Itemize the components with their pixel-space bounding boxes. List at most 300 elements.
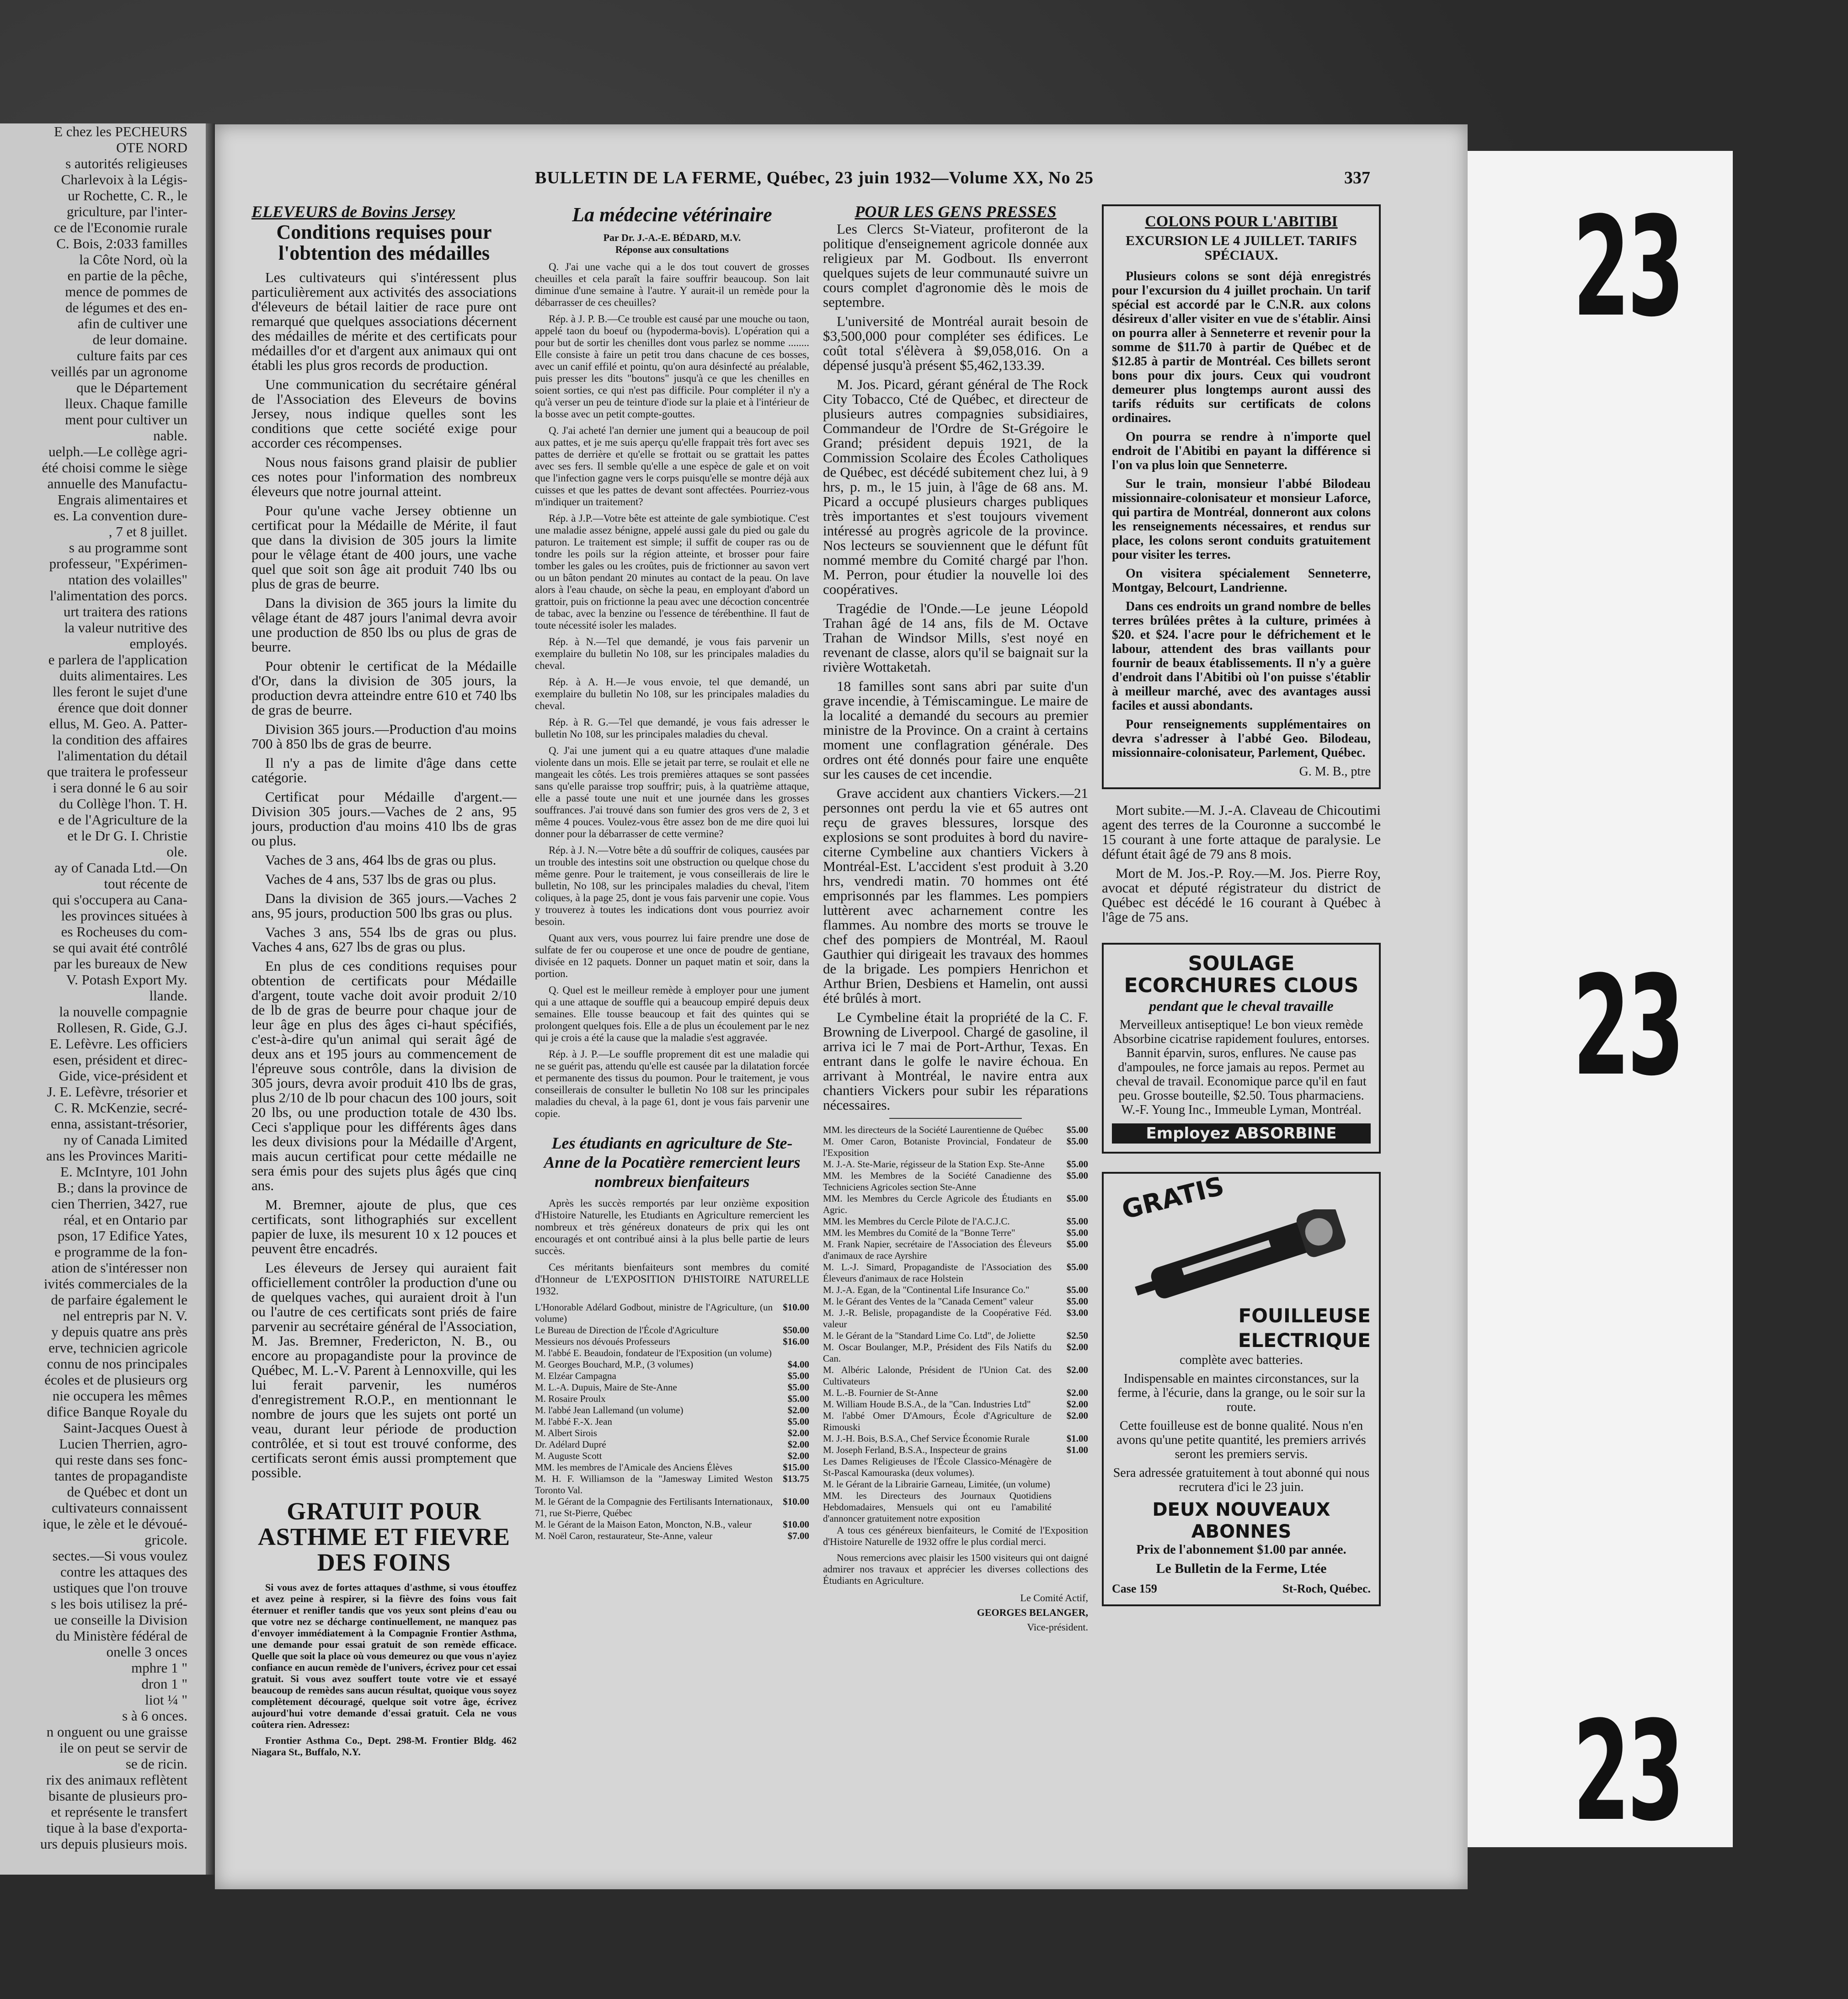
donor-row	[535, 1336, 809, 1347]
previous-page-line: ation de s'intéresser non	[51, 1260, 187, 1276]
donor-amount: $5.00	[1066, 1261, 1088, 1272]
donor-name: M. l'abbé Jean Lallemand (un volume)	[535, 1405, 684, 1416]
previous-page-line: du Collège l'hon. T. H.	[59, 796, 187, 812]
previous-page-line: été choisi comme le siège	[42, 460, 187, 476]
previous-page-line: ay of Canada Ltd.—On	[54, 860, 187, 876]
donor-amount: $5.00	[1066, 1124, 1088, 1135]
previous-page-line: e programme de la fon-	[54, 1244, 187, 1260]
donor-name: M. le Gérant de la Maison Eaton, Moncton, N.B., valeur	[535, 1519, 752, 1530]
donor-row	[535, 1393, 809, 1405]
absorbine-ad-title: SOULAGE ECORCHURES CLOUS	[1124, 952, 1359, 997]
previous-page-line: de Québec et dont un	[67, 1484, 187, 1500]
donor-row	[535, 1427, 809, 1439]
previous-page-line: Charlevoix à la Légis-	[61, 171, 187, 187]
previous-page-line: s au programme sont	[69, 540, 187, 556]
donor-row	[535, 1416, 809, 1427]
donor-row	[823, 1479, 1088, 1490]
previous-page-line: ile on peut se servir de	[59, 1740, 187, 1756]
abitibi-paragraph: Sur le train, monsieur l'abbé Bilodeau missionnaire-colonisateur et monsieur Laforce, qui partira de Montréal, donneront aux colons les renseignements nécessaires, et rendus sur place, les colons seront conduits gratuitement pour visiter les terres.	[1112, 477, 1371, 562]
donor-row	[823, 1284, 1088, 1296]
previous-page-line: s à 6 onces.	[122, 1708, 187, 1724]
previous-page-line: la condition des affaires	[52, 732, 187, 748]
previous-page-line: , 7 et 8 juillet.	[108, 524, 187, 540]
news-brief-paragraph: Les Clercs St-Viateur, profiteront de la politique d'enseignement agricole donnée aux religieux par M. Godbout. Ils enverront quelques sujets de leur communauté suivre un cours complet d'agronomie dès le mois de septembre.	[823, 221, 1088, 310]
news-brief-paragraph: M. Jos. Picard, gérant général de The Rock City Tobacco, Cté de Québec, et directeur de plusieurs autres compagnies subsidiaires, Commandeur de l'Ordre de St-Grégoire le Grand; président depuis 1921, de la Commission Scolaire des Écoles Catholiques de Québec, est décédé subitement chez lui, à 9 hrs, p. m., le 15 juin, à l'âge de 68 ans. M. Picard a occupé plusieurs charges publiques très importantes et s'est toujours vivement intéressé au progrès agricole de la province. Nos lecteurs se souviennent que le défunt fût nommé membre du Comité chargé par l'hon. M. Perron, pour étudier la nouvelle loi des coopératives.	[823, 376, 1088, 597]
closing-paragraph: A tous ces généreux bienfaiteurs, le Comité de l'Exposition d'Histoire Naturelle de 1932 offre le plus cordial merci.	[823, 1524, 1088, 1547]
previous-page-line: C. Bois, 2:033 familles	[56, 235, 187, 251]
previous-page-line: Rollesen, R. Gide, G.J.	[57, 1020, 187, 1036]
donor-row	[535, 1370, 809, 1382]
veterinary-headline: La médecine vétérinaire	[572, 204, 772, 226]
flashlight-product-name: FOUILLEUSE ELECTRIQUE	[1238, 1304, 1371, 1352]
previous-page-line: J. E. Lefèvre, trésorier et	[47, 1084, 187, 1100]
donor-amount: $2.00	[787, 1427, 809, 1438]
jersey-kicker: ELEVEURS de Bovins Jersey	[251, 204, 455, 221]
previous-page-line: esen, président et direc-	[53, 1052, 187, 1068]
donor-name: Dr. Adélard Dupré	[535, 1439, 606, 1450]
donor-name: L'Honorable Adélard Godbout, ministre de l'Agriculture, (un volume)	[535, 1302, 773, 1324]
jersey-paragraph: Il n'y a pas de limite d'âge dans cette catégorie.	[251, 755, 517, 786]
previous-page-line: ellus, M. Geo. A. Patter-	[49, 716, 187, 732]
news-brief-paragraph: Le Cymbeline était la propriété de la C. F. Browning de Liverpool. Chargé de gasoline, il arriva ici le 7 mai de Port-Arthur, Texas. En entrant dans le golfe le navire échoua. En arrivant à Montréal, le navire entra aux chantiers Vickers pour subir les réparations nécessaires.	[823, 1009, 1088, 1113]
abitibi-signature: G. M. B., ptre	[1299, 764, 1371, 779]
news-brief-paragraph: L'université de Montréal aurait besoin de $3,500,000 pour compléter ses édifices. Le coût total s'élèvera à $9,058,016. On a dépensé jusqu'à présent $5,462,133.39.	[823, 313, 1088, 373]
previous-page-line: griculture, par l'inter-	[66, 203, 187, 219]
donor-amount: $5.00	[1066, 1216, 1088, 1227]
news-brief-paragraph: Tragédie de l'Onde.—Le jeune Léopold Trahan âgé de 14 ans, fils de M. Octave Trahan de Windsor Mills, s'est noyé en revenant de classe, alors qu'il se baignait sur la rivière Wottaketah.	[823, 600, 1088, 675]
donor-name: MM. les Membres de la Société Canadienne des Techniciens Agricoles section Ste-Anne	[823, 1170, 1052, 1192]
veterinary-qa-item: Q. J'ai une vache qui a le dos tout couvert de grosses cheuilles et cela paraît la faire souffrir beaucoup. Son lait diminue d'une semaine à l'autre. Y aurait-il un remède pour la débarrasser de ces cheuilles?	[535, 261, 809, 308]
previous-page-line: la valeur nutritive des	[64, 620, 187, 636]
jersey-paragraph: En plus de ces conditions requises pour obtention de certificats pour Médaille d'argent, toute vache doit avoir produit 2/10 de lb de gras de beurre pour chaque jour de leur âge en plus des âges ci-haut spécifiés, c'est-à-dire qu'un animal qui serait âgé de deux ans et 195 jours au commencement de l'épreuve sous contrôle, dans la division de 305 jours, devra avoir produit 410 lbs de gras, plus 2/10 de lb pour chacun des 100 jours, soit 20 lbs, ou une production totale de 430 lbs. Ceci s'applique pour les différents âges dans les deux divisions pour la Médaille d'Argent, mais aucun certificat pour cette médaille ne sera émis pour des sujets plus âgés que cinq ans.	[251, 958, 517, 1193]
previous-page-line: e parlera de l'application	[48, 652, 187, 668]
previous-page-line: tique à la base d'exporta-	[46, 1820, 187, 1836]
jersey-paragraph: Nous nous faisons grand plaisir de publier ces notes pour l'information des nombreux éleveurs que notre journal atteint.	[251, 454, 517, 499]
donor-name: M. l'abbé Omer D'Amours, École d'Agriculture de Rimouski	[823, 1410, 1052, 1432]
previous-page-line: contre les attaques des	[60, 1564, 187, 1580]
donor-row	[823, 1239, 1088, 1261]
column-notices	[1102, 204, 1381, 1850]
donor-row	[823, 1296, 1088, 1307]
donor-name: M. le Gérant de la Librairie Garneau, Limitée, (un volume)	[823, 1479, 1050, 1490]
donor-name: M. Albéric Lalonde, Président de l'Union Cat. des Cultivateurs	[823, 1364, 1052, 1387]
previous-page-line: et représente le transfert	[51, 1804, 187, 1820]
previous-page-line: écoles et de plusieurs org	[44, 1372, 187, 1388]
donor-row	[823, 1364, 1088, 1387]
veterinary-qa-item: Quant aux vers, vous pourrez lui faire prendre une dose de sulfate de fer ou couperose et une once de poudre de gentiane, divisée en 12 paquets. Donner un paquet matin et soir, dans la portion.	[535, 932, 809, 979]
donor-closing	[823, 1524, 1088, 1586]
donor-name: M. William Houde B.S.A., de la "Can. Industries Ltd"	[823, 1399, 1031, 1410]
abitibi-paragraph: On pourra se rendre à n'importe quel endroit de l'Abitibi en payant la différence si l'on va plus loin que Senneterre.	[1112, 430, 1371, 472]
news-brief-paragraph: Grave accident aux chantiers Vickers.—21 personnes ont perdu la vie et 65 autres ont reçu de graves blessures, lorsque des explosions se sont produites à bord du navire-citerne Cymbeline aux chantiers Vickers à Montréal-Est. L'accident s'est produit à 3.20 hrs, vendredi matin. 70 hommes ont été emprisonnés par les flammes. Les pompiers luttèrent avec acharnement contre les flammes. Au nombre des morts se trouve le chef des pompiers de Montréal, M. Raoul Gauthier qui dirigeait les travaux des hommes de la brigade. Les pompiers Henrichon et Arthur Brien, Desbiens et Hamelin, ont aussi été brûlés à mort.	[823, 785, 1088, 1006]
donor-amount: $5.00	[787, 1393, 809, 1404]
jersey-paragraph: Les cultivateurs qui s'intéressent plus particulièrement aux activités des associations d'éleveurs de bétail laitier de race pure ont remarqué que quelques associations décernent des médailles de mérite et des certificats pour médailles d'or et d'argent aux animaux qui ont établi les plus gros records de production.	[251, 269, 517, 373]
previous-page-line: E. McIntyre, 101 John	[60, 1164, 187, 1180]
donor-amount: $5.00	[1066, 1284, 1088, 1295]
previous-page-line: de leur domaine.	[92, 331, 187, 347]
previous-page-line: enna, assistant-trésorier,	[50, 1116, 187, 1132]
donor-list-continued	[823, 1124, 1088, 1524]
donor-amount: $5.00	[1066, 1136, 1088, 1147]
previous-page-line: ans les Provinces Mariti-	[46, 1148, 187, 1164]
donor-amount: $5.00	[1066, 1227, 1088, 1238]
donor-amount	[773, 1347, 809, 1359]
publisher-name: Le Bulletin de la Ferme, Ltée	[1156, 1561, 1327, 1576]
donor-amount	[1052, 1490, 1088, 1524]
donor-name: M. L.-J. Simard, Propagandiste de l'Association des Éleveurs d'animaux de race Holstein	[823, 1261, 1052, 1284]
previous-page-line: professeur, "Expérimen-	[49, 556, 187, 572]
absorbine-ad-subtitle: pendant que le cheval travaille	[1149, 998, 1334, 1014]
frame-number-middle: 23	[1573, 946, 1682, 1106]
donor-row	[823, 1261, 1088, 1284]
previous-page-line: V. Potash Export My.	[66, 972, 187, 988]
donor-name: Les Dames Religieuses de l'École Classico-Ménagère de St-Pascal Kamouraska (deux volumes).	[823, 1456, 1052, 1478]
previous-page-line: les provinces situées à	[61, 908, 187, 924]
donor-amount: $2.00	[787, 1439, 809, 1450]
donor-name: M. Noël Caron, restaurateur, Ste-Anne, valeur	[535, 1530, 713, 1541]
donor-name: M. le Gérant des Ventes de la "Canada Cement" valeur	[823, 1296, 1033, 1307]
donor-amount	[1052, 1456, 1088, 1479]
donor-name: M. Auguste Scott	[535, 1450, 602, 1461]
gratis-label: GRATIS	[1119, 1171, 1227, 1225]
page-gutter	[206, 123, 215, 1875]
previous-page-line: nie occupera les mêmes	[52, 1388, 187, 1404]
previous-page-line: la nouvelle compagnie	[59, 1004, 187, 1020]
donor-name: M. L.-A. Dupuis, Maire de Ste-Anne	[535, 1382, 677, 1393]
students-paragraph: Après les succès remportés par leur onzième exposition d'Histoire Naturelle, les Etudiants en Agriculture remercient les nombreux et très généreux donateurs de prix qui les ont encouragés et ont contribué ainsi à la plus belle partie de leurs succès.	[535, 1197, 809, 1256]
previous-page-line: nel entrepris par N. V.	[63, 1308, 187, 1324]
column-jersey	[251, 204, 517, 1850]
previous-page-line: culture faits par ces	[77, 347, 187, 363]
donor-name: M. Georges Bouchard, M.P., (3 volumes)	[535, 1359, 694, 1370]
donor-name: Le Bureau de Direction de l'École d'Agriculture	[535, 1325, 719, 1336]
donor-name: M. le Gérant de la Compagnie des Fertilisants Internationaux, 71, rue St-Pierre, Québec	[535, 1496, 773, 1518]
previous-page-line: lles feront le sujet d'une	[53, 684, 187, 700]
donor-row	[823, 1170, 1088, 1193]
previous-page-line: sectes.—Si vous voulez	[52, 1548, 187, 1564]
jersey-paragraph: Certificat pour Médaille d'argent.—Division 305 jours.—Vaches de 2 ans, 95 jours, production d'au moins 410 lbs de gras ou plus.	[251, 789, 517, 849]
column-news-briefs	[823, 204, 1088, 1850]
donor-row	[823, 1410, 1088, 1433]
donor-name: M. Omer Caron, Botaniste Provincial, Fondateur de l'Exposition	[823, 1136, 1052, 1158]
veterinary-qa-list	[535, 261, 809, 1120]
donor-amount	[1052, 1479, 1088, 1490]
jersey-paragraph: Vaches de 3 ans, 464 lbs de gras ou plus.	[265, 852, 497, 868]
previous-page-line: OTE NORD	[116, 139, 187, 155]
donor-row	[535, 1519, 809, 1530]
previous-page-line: ntation des volailles"	[68, 572, 187, 588]
previous-page-line: connu de nos principales	[47, 1356, 187, 1372]
jersey-paragraph: Pour obtenir le certificat de la Médaille d'Or, dans la division de 305 jours, la production devra atteindre entre 610 et 740 lbs de gras de beurre.	[251, 658, 517, 718]
previous-page-line: l'alimentation du détail	[57, 748, 187, 764]
absorbine-ad	[1102, 943, 1381, 1154]
previous-page-line: bisante de plusieurs pro-	[48, 1788, 187, 1804]
donor-row	[823, 1227, 1088, 1239]
previous-page-line: érence que doit donner	[58, 700, 187, 716]
donor-row	[823, 1216, 1088, 1227]
donor-name: MM. les Directeurs des Journaux Quotidiens Hebdomadaires, Mensuels qui ont eu l'amabilité d'annoncer gratuitement notre exposition	[823, 1490, 1052, 1524]
flashlight-body-2: Cette fouilleuse est de bonne qualité. Nous n'en avons qu'une petite quantité, les premiers arrivés seront les premiers servis.	[1116, 1419, 1366, 1461]
donor-row	[823, 1433, 1088, 1444]
previous-page-line: de légumes et des en-	[65, 299, 187, 315]
previous-page-line: l'alimentation des porcs.	[50, 588, 187, 604]
donor-row	[535, 1325, 809, 1336]
donor-name: M. Frank Napier, secrétaire de l'Association des Éleveurs d'animaux de race Ayrshire	[823, 1239, 1052, 1261]
donor-amount: $2.00	[1066, 1410, 1088, 1421]
donor-amount: $2.00	[787, 1450, 809, 1461]
donor-amount: $5.00	[1066, 1193, 1088, 1204]
divider	[889, 1118, 1022, 1119]
news-brief-paragraph: 18 familles sont sans abri par suite d'un grave incendie, à Témiscamingue. Le maire de la localité a demandé du secours au premier ministre de la Province. On a craint à certains moment une conflagration générale. Des ordres ont été donnés pour faire une enquête sur les causes de cet incendie.	[823, 678, 1088, 782]
donor-row	[823, 1330, 1088, 1342]
previous-page-line: Saint-Jacques Ouest à	[63, 1420, 187, 1436]
previous-page-line: annuelle des Manufactu-	[47, 476, 187, 492]
column-veterinary	[535, 204, 809, 1850]
previous-page-line: cien Therrien, 3427, rue	[51, 1196, 187, 1212]
donor-amount: $2.00	[787, 1405, 809, 1416]
previous-page-line: erve, technicien agricole	[48, 1340, 187, 1356]
publisher-box: Case 159	[1112, 1582, 1157, 1595]
jersey-paragraph: Vaches 3 ans, 554 lbs de gras ou plus. Vaches 4 ans, 627 lbs de gras ou plus.	[251, 924, 517, 955]
previous-page-line: e de l'Agriculture de la	[58, 812, 187, 828]
previous-page-line: ny of Canada Limited	[63, 1132, 187, 1148]
donor-row	[823, 1136, 1088, 1159]
previous-page-line: y depuis quatre ans près	[51, 1324, 187, 1340]
donor-amount: $10.00	[783, 1302, 809, 1313]
page-header	[215, 168, 1468, 195]
previous-page-line: veillés par un agronome	[51, 363, 187, 379]
donor-name: M. Elzéar Campagna	[535, 1370, 616, 1381]
veterinary-qa-item: Rép. à J. P.—Le souffle proprement dit est une maladie qui ne se guérit pas, attendu qu'elle est causée par la dilatation forcée et permanente des tissus du poumon. Pour le traitement, je vous conseillerais de consulter le bulletin No 108 sur les principales maladies du cheval, à la page 61, dont je vous fais parvenir une copie.	[535, 1048, 809, 1119]
donor-name: M. Oscar Boulanger, M.P., Président des Fils Natifs du Can.	[823, 1342, 1052, 1364]
students-headline: Les étudiants en agriculture de Ste-Anne de la Pocatière remercient leurs nombreux bienfaiteurs	[544, 1134, 801, 1191]
previous-page-line: Engrais alimentaires et	[57, 492, 187, 508]
previous-page-line: lleux. Chaque famille	[65, 396, 187, 412]
veterinary-byline: Par Dr. J.-A.-E. BÉDARD, M.V.	[603, 232, 741, 243]
donor-amount: $5.00	[1066, 1159, 1088, 1170]
donor-amount: $2.50	[1066, 1330, 1088, 1341]
donor-row	[823, 1399, 1088, 1410]
previous-page-line: ivités commerciales de la	[43, 1276, 187, 1292]
donor-name: M. Albert Sirois	[535, 1427, 597, 1438]
donor-row	[823, 1124, 1088, 1136]
jersey-paragraph: Division 365 jours.—Production d'au moins 700 à 850 lbs de gras de beurre.	[251, 721, 517, 752]
previous-page-line: par les bureaux de New	[53, 956, 187, 972]
donor-row	[823, 1387, 1088, 1399]
absorbine-ad-body: Merveilleux antiseptique! Le bon vieux remède Absorbine cicatrise rapidement foulures, entorses. Bannit éparvin, suros, enflures. Ne cause pas d'ampoules, ne force jamais au repos. Permet au cheval de travail. Economique parce qu'il en faut peu. Grosse bouteille, $2.50. Tous pharmaciens. W.-F. Young Inc., Immeuble Lyman, Montréal.	[1113, 1018, 1370, 1117]
abitibi-body	[1112, 269, 1371, 760]
donor-name: M. l'abbé F.-X. Jean	[535, 1416, 612, 1427]
previous-page-line: de parfaire également le	[51, 1292, 187, 1308]
previous-page-line: E. Lefèvre. Les officiers	[49, 1036, 187, 1052]
flashlight-icon	[1112, 1209, 1368, 1301]
subscription-price: Prix de l'abonnement $1.00 par année.	[1136, 1543, 1346, 1557]
absorbine-ad-banner: Employez ABSORBINE	[1112, 1123, 1371, 1144]
donor-amount: $1.00	[1066, 1433, 1088, 1444]
donor-row	[535, 1450, 809, 1462]
donor-amount: $7.00	[787, 1530, 809, 1541]
donor-name: MM. les membres de l'Amicale des Anciens Élèves	[535, 1462, 732, 1473]
obituary-claveau: Mort subite.—M. J.-A. Claveau de Chicoutimi agent des terres de la Couronne a succombé le 15 courant à une forte attaque de paralysie. Le défunt était âgé de 79 ans 8 mois.	[1102, 802, 1381, 862]
students-article-body	[535, 1197, 809, 1297]
donor-name: M. le Gérant de la "Standard Lime Co. Ltd", de Joliette	[823, 1330, 1036, 1341]
donor-name: M. H. F. Williamson de la "Jamesway Limited Weston Toronto Val.	[535, 1473, 773, 1496]
donor-row	[823, 1444, 1088, 1456]
previous-page-line: qui s'occupera au Cana-	[52, 892, 187, 908]
donor-row	[823, 1456, 1088, 1479]
veterinary-qa-item: Rép. à J. N.—Votre bête a dû souffrir de coliques, causées par un trouble des intestins soit une obstruction ou quelque chose du même genre. Pour le traitement, je vous conseillerais de lire le bulletin, No 108, sur les principales maladies du cheval, l'item coliques, à la page 25, dont je vous fais parvenir une copie. Vous y trouverez à toutes les indications dont vous pourriez avoir besoin.	[535, 844, 809, 927]
running-title: BULLETIN DE LA FERME, Québec, 23 juin 1932—Volume XX, No 25	[535, 168, 1094, 187]
asthma-address: Frontier Asthma Co., Dept. 298-M. Frontier Bldg. 462 Niagara St., Buffalo, N.Y.	[251, 1735, 517, 1758]
veterinary-subline: Réponse aux consultations	[615, 244, 729, 255]
abitibi-paragraph: Plusieurs colons se sont déjà enregistrés pour l'excursion du 4 juillet prochain. Un tarif spécial est accordé par le C.N.R. aux colons désireux d'aller visiter en vue de s'établir. Ainsi on pourra aller à Senneterre et revenir pour la somme de $11.70 à partir de Québec et de $12.85 à partir de Montréal. Ces billets seront bons pour dix jours. Ceux qui voudront demeurer plus longtemps auront aussi des tarifs réduits sur certificats de colons ordinaires.	[1112, 269, 1371, 425]
previous-page-line: mence de pommes de	[65, 283, 187, 299]
previous-page-line: la Côte Nord, où la	[79, 251, 187, 267]
previous-page-line: nable.	[153, 428, 187, 444]
previous-page-line: duits alimentaires. Les	[59, 668, 187, 684]
donor-row	[823, 1193, 1088, 1216]
donor-name: M. Rosaire Proulx	[535, 1393, 606, 1404]
previous-page-line: dron 1 "	[141, 1676, 187, 1692]
donor-name: M. J.-R. Belisle, propagandiste de la Coopérative Féd. valeur	[823, 1307, 1052, 1330]
previous-page-line: se de ricin.	[125, 1756, 187, 1772]
donor-amount: $5.00	[787, 1370, 809, 1381]
signature-name: GEORGES BELANGER,	[977, 1607, 1088, 1618]
donor-amount: $5.00	[1066, 1239, 1088, 1250]
signature-committee: Le Comité Actif,	[1020, 1592, 1088, 1603]
donor-amount: $5.00	[787, 1416, 809, 1427]
abitibi-title: COLONS POUR L'ABITIBI	[1145, 213, 1338, 230]
closing-paragraph: Nous remercions avec plaisir les 1500 visiteurs qui ont daigné admirer nos travaux et apprécier les diverses collections des Étudiants en Agriculture.	[823, 1552, 1088, 1586]
donor-name: MM. les Membres du Comité de la "Bonne Terre"	[823, 1227, 1015, 1238]
previous-page-line: uelph.—Le collège agri-	[48, 444, 187, 460]
previous-page-line: B.; dans la province de	[57, 1180, 187, 1196]
donor-amount: $3.00	[1066, 1307, 1088, 1318]
veterinary-qa-item: Rép. à A. H.—Je vous envoie, tel que demandé, un exemplaire du bulletin No 108, sur les principales maladies du cheval.	[535, 676, 809, 711]
donor-row	[535, 1382, 809, 1393]
previous-page-line: cultivateurs connaissent	[52, 1500, 187, 1516]
donor-amount: $2.00	[1066, 1342, 1088, 1352]
signature-title: Vice-président.	[1027, 1621, 1088, 1633]
veterinary-qa-item: Q. Quel est le meilleur remède à employer pour une jument qui a une attaque de souffle qui a beaucoup empiré depuis deux semaines. Elle tousse beaucoup et fait des quintes qui se prolongent quelques fois. Elle a de plus un écoulement par le nez qui je crois a été la cause que la maladie s'est aggravée.	[535, 984, 809, 1043]
students-paragraph: Ces méritants bienfaiteurs sont membres du comité d'Honneur de L'EXPOSITION D'HISTOIRE NATURELLE 1932.	[535, 1261, 809, 1297]
flashlight-body-3: Sera adressée gratuitement à tout abonné qui nous recrutera d'ici le 23 juin.	[1113, 1466, 1370, 1494]
publisher-city: St-Roch, Québec.	[1282, 1582, 1371, 1595]
previous-page-line: réal, et en Ontario par	[63, 1212, 187, 1228]
previous-page-line: i sera donné le 6 au soir	[53, 780, 187, 796]
previous-page-line: n onguent ou une graisse	[46, 1724, 187, 1740]
jersey-paragraph: M. Bremner, ajoute de plus, que ces certificats, sont lithographiés sur excellent papier de luxe, ils mesurent 10 x 12 pouces et peuvent être encadrés.	[251, 1197, 517, 1256]
previous-page-line: es. La convention dure-	[53, 508, 187, 524]
donor-row	[535, 1462, 809, 1473]
flashlight-batteries: complète avec batteries.	[1180, 1353, 1303, 1367]
previous-page-line: urs depuis plusieurs mois.	[40, 1836, 187, 1852]
donor-amount: $10.00	[783, 1496, 809, 1507]
previous-page-line: ur Rochette, C. R., le	[68, 187, 187, 203]
previous-page-line: du Ministère fédéral de	[55, 1628, 187, 1644]
abitibi-notice-box	[1102, 204, 1381, 789]
donor-amount: $4.00	[787, 1359, 809, 1370]
previous-page-line: s autorités religieuses	[65, 155, 187, 171]
previous-page-line: es Rocheuses du com-	[61, 924, 187, 940]
veterinary-qa-item: Rép. à N.—Tel que demandé, je vous fais parvenir un exemplaire du bulletin No 108, sur les principales maladies du cheval.	[535, 636, 809, 671]
previous-page-line: urt traitera des rations	[63, 604, 187, 620]
previous-page-line: mphre 1 "	[131, 1660, 187, 1676]
frame-number-bottom: 23	[1573, 1692, 1682, 1851]
subscribers-headline: DEUX NOUVEAUX ABONNES	[1152, 1499, 1330, 1542]
jersey-article-body	[251, 270, 517, 1480]
news-briefs-headline: POUR LES GENS PRESSES	[855, 204, 1057, 221]
donor-name: M. J.-A. Egan, de la "Continental Life Insurance Co."	[823, 1284, 1030, 1295]
jersey-paragraph: Une communication du secrétaire général de l'Association des Eleveurs de bovins Jersey, nous indique quelles sont les conditions que cette société exige pour accorder ces récompenses.	[251, 376, 517, 451]
previous-page-line: que le Département	[76, 379, 187, 396]
previous-page-line: tantes de propagandiste	[54, 1468, 187, 1484]
abitibi-paragraph: On visitera spécialement Senneterre, Montgay, Belcourt, Landrienne.	[1112, 567, 1371, 595]
donor-amount: $5.00	[787, 1382, 809, 1393]
veterinary-qa-item: Rép. à J. P. B.—Ce trouble est causé par une mouche ou taon, appelé taon du boeuf ou (hypoderma-bovis). L'opération qui a pour but de sortir les chenilles dont vous parlez se nomme ........ Elle consiste à faire un petit trou dans chacune de ces bosses, avec un canif effilé et pointu, qu'on aura désinfecté au préalable, puis presser les dits "boutons" jusqu'à ce que les chenilles en soient sorties, ce qui n'est pas difficile. Pour compléter il n'y a qu'à verser un peu de teinture d'iode sur la plaie et à l'intérieur de la bosse avec un petit compte-gouttes.	[535, 313, 809, 420]
previous-page-line: ustiques que l'on trouve	[53, 1580, 187, 1596]
donor-amount: $2.00	[1066, 1399, 1088, 1410]
previous-page-line: Lucien Therrien, agro-	[59, 1436, 187, 1452]
donor-row	[535, 1473, 809, 1496]
donor-name: MM. les Membres du Cercle Pilote de l'A.C.J.C.	[823, 1216, 1010, 1227]
donor-row	[823, 1159, 1088, 1170]
previous-page-line: gricole.	[144, 1532, 187, 1548]
flashlight-body-1: Indispensable en maintes circonstances, sur la ferme, à l'écurie, dans la grange, ou le soir sur la route.	[1117, 1372, 1366, 1414]
veterinary-qa-item: Q. J'ai une jument qui a eu quatre attaques d'une maladie violente dans un mois. Elle se jetait par terre, se roulait et elle ne mangeait les côtés. Les trois premières attaques se sont passées sans qu'elle paraisse trop souffrir; puis, à la quatrième attaque, elle a passé toute une nuit et une journée dans les grosses souffrances. J'ai trouvé dans son fumier des gros vers de 2, 3 et même 4 pouces. Voulez-vous être assez bon de me dire quoi lui donner pour la débarrasser de cette vermine?	[535, 745, 809, 839]
previous-page-line: rix des animaux reflètent	[46, 1772, 187, 1788]
donor-amount: $15.00	[783, 1462, 809, 1473]
asthma-text: Si vous avez de fortes attaques d'asthme, si vous étouffez et avez peine à respirer, si la fièvre des foins vous fait éternuer et renifler tandis que vos yeux sont pleins d'eau ou que votre nez se décharge continuellement, ne manquez pas d'envoyer immédiatement à la Compagnie Frontier Asthma, une demande pour essai gratuit de son remède efficace. Quelle que soit la place où vous demeurez ou que vous n'ayiez confiance en aucun remède de l'univers, écrivez pour cet essai gratuit. Si vous avez souffert toute votre vie et essayé beaucoup de remèdes sans aucun résultat, quoique vous soyez complètement découragé, quelque soit votre âge, écrivez aujourd'hui votre demande d'essai gratuit. Cela ne vous coûtera rien. Adressez:	[251, 1582, 517, 1730]
donor-name: M. l'abbé E. Beaudoin, fondateur de l'Exposition (un volume)	[535, 1347, 772, 1358]
donor-amount: $10.00	[783, 1519, 809, 1530]
donor-amount: $50.00	[783, 1325, 809, 1336]
donor-name: MM. les directeurs de la Société Laurentienne de Québec	[823, 1124, 1044, 1135]
donor-name: M. L.-B. Fournier de St-Anne	[823, 1387, 938, 1398]
jersey-headline: Conditions requises pour l'obtention des médailles	[276, 221, 492, 264]
previous-page-line: employés.	[129, 636, 187, 652]
abitibi-paragraph: Pour renseignements supplémentaires on devra s'adresser à l'abbé Geo. Bilodeau, missionnaire-colonisateur, Parlement, Québec.	[1112, 717, 1371, 760]
previous-page-line: et le Dr G. I. Christie	[67, 828, 187, 844]
jersey-paragraph: Vaches de 4 ans, 537 lbs de gras ou plus.	[265, 871, 497, 887]
donor-row	[535, 1496, 809, 1519]
jersey-paragraph: Les éleveurs de Jersey qui auraient fait officiellement contrôler la production d'une ou de quelques vaches, qui auraient droit à l'un ou l'autre de ces certificats sont priés de faire parvenir au secrétaire général de l'Association, M. Jas. Bremner, Fredericton, N. B., ou encore au propagandiste pour la province de Québec, M. L.-V. Parent à Lennoxville, qui les lui ferait parvenir, les numéros d'enregistrement R.O.P., en mentionnant le nombre de jours que les sujets ont porté un veau, durant leur période de production contrôlée, et si tout est trouvé conforme, des certificats seront émis aussi promptement que possible.	[251, 1260, 517, 1481]
previous-page-line: pson, 17 Edifice Yates,	[57, 1228, 187, 1244]
flashlight-ad	[1102, 1172, 1381, 1606]
donor-amount: $5.00	[1066, 1170, 1088, 1181]
veterinary-qa-item: Q. J'ai acheté l'an dernier une jument qui a beaucoup de poil aux pattes, et je me suis aperçu qu'elle frappait très fort avec ses pattes de derrière et qu'elle se frottait ou se grattait les pattes avec ses fers. Il semble qu'elle a une espèce de gale et on voit que l'infection gagne vers le corps puisqu'elle se montre déjà aux cuisses et que les pattes de devant sont affectées. Pourriez-vous m'indiquer un traitement?	[535, 425, 809, 508]
previous-page-line: ue conseille la Division	[54, 1612, 187, 1628]
donor-name: M. Joseph Ferland, B.S.A., Inspecteur de grains	[823, 1444, 1007, 1455]
newspaper-page	[215, 124, 1468, 1889]
abitibi-subtitle: EXCURSION LE 4 JUILLET. TARIFS SPÉCIAUX.	[1126, 233, 1357, 263]
previous-page-line: qui reste dans ses fonc-	[55, 1452, 187, 1468]
previous-page-line: liot ¼ "	[145, 1692, 187, 1708]
donor-row	[535, 1302, 809, 1325]
donor-name: M. J.-H. Bois, B.S.A., Chef Service Économie Rurale	[823, 1433, 1030, 1444]
previous-page-line: E chez les PECHEURS	[54, 123, 187, 139]
obituary-roy: Mort de M. Jos.-P. Roy.—M. Jos. Pierre Roy, avocat et député régistrateur du district de Québec est décédé le 16 courant à Québec à l'âge de 75 ans.	[1102, 865, 1381, 925]
donor-amount: $13.75	[783, 1473, 809, 1484]
previous-page-line: ique, le zèle et le dévoué-	[43, 1516, 187, 1532]
donor-row	[823, 1307, 1088, 1330]
previous-page-line: C. R. McKenzie, secré-	[54, 1100, 187, 1116]
previous-page-line: ce de l'Economie rurale	[53, 219, 187, 235]
donor-amount: $1.00	[1066, 1444, 1088, 1455]
donor-name: MM. les Membres du Cercle Agricole des Étudiants en Agric.	[823, 1193, 1052, 1215]
donor-amount: $2.00	[1066, 1387, 1088, 1398]
jersey-paragraph: Pour qu'une vache Jersey obtienne un certificat pour la Médaille de Mérite, il faut que dans la division de 305 jours la limite pour le vêlage étant de 400 jours, une vache quel que soit son âge ait produit 740 lbs ou plus de gras de beurre.	[251, 502, 517, 592]
